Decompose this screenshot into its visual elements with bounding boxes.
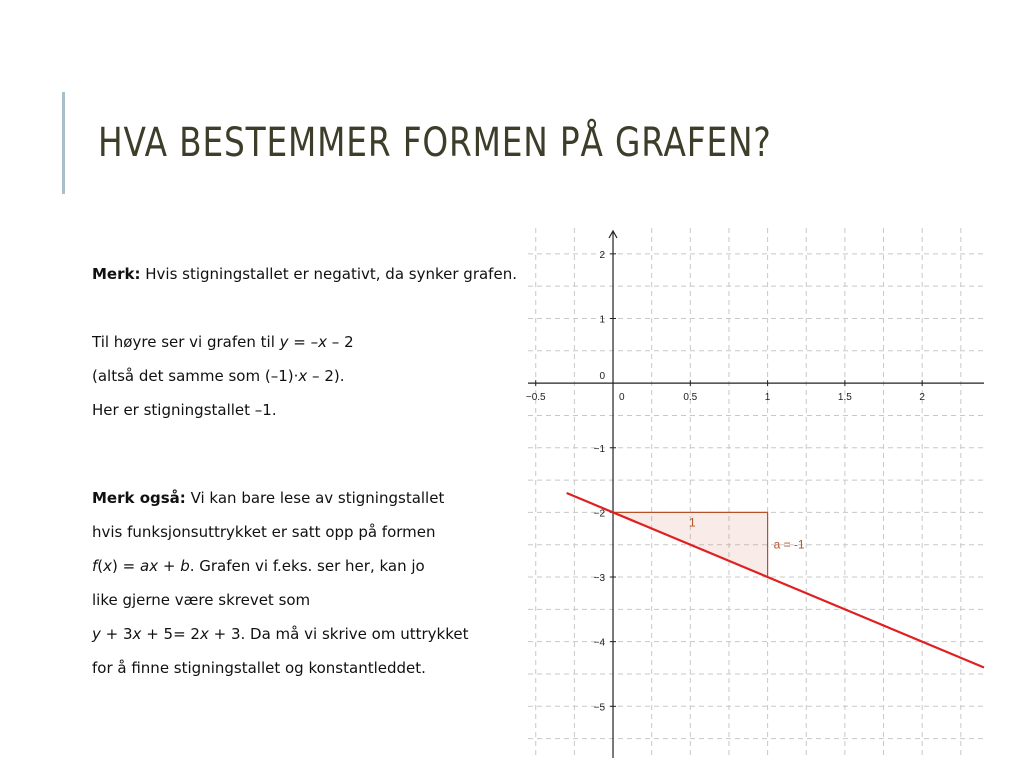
line9-c: + 3. Da må vi skrive om uttrykket (208, 625, 469, 643)
line7-bb: b (180, 557, 190, 575)
formula-line (92, 549, 532, 583)
note1-label: Merk: (92, 265, 141, 283)
x-tick-label: 1.5 (837, 392, 852, 404)
alt-form-line: like gjerne være skrevet som (92, 591, 311, 609)
line3-x: x (298, 367, 308, 385)
y-tick-label: −5 (593, 702, 606, 714)
function-graph (525, 228, 984, 758)
x-tick-label: 1 (764, 392, 771, 404)
line7-ax: ax (140, 557, 159, 575)
conclusion-line: for å finne stigningstallet og konstantleddet. (92, 659, 426, 677)
x-tick-label: 2 (919, 392, 925, 404)
line9-y: y (92, 625, 101, 643)
line2-y: y (279, 333, 289, 351)
slope-label: a = -1 (773, 537, 805, 552)
y-tick-label: 1 (599, 314, 606, 326)
line9-x: x (132, 625, 142, 643)
title-accent-bar (62, 92, 65, 194)
x-tick-label: −0.5 (525, 392, 546, 404)
slope-line: Her er stigningstallet –1. (92, 401, 277, 419)
line9-a: + 3 (100, 625, 133, 643)
y-tick-label: −4 (593, 637, 606, 649)
y-tick-label: 0 (599, 371, 606, 383)
equation-explain-line (92, 359, 532, 393)
note1-paragraph (92, 257, 532, 291)
line7-x: x (103, 557, 113, 575)
line7-d: . Grafen vi f.eks. ser her, kan jo (189, 557, 425, 575)
graph-tick-labels (526, 250, 926, 713)
line9-x2: x (199, 625, 209, 643)
line3-b: – 2). (307, 367, 345, 385)
line2-b: = – (288, 333, 319, 351)
line7-b: ) = (112, 557, 140, 575)
graph-axes (525, 231, 984, 758)
y-tick-label: 2 (599, 249, 606, 261)
graph-grid (525, 228, 984, 758)
body-text (92, 257, 532, 685)
line7-f: f (92, 557, 98, 575)
line7-a: ( (97, 557, 104, 575)
line2-c: – 2 (327, 333, 354, 351)
y-tick-label: −1 (593, 443, 606, 455)
form-line: hvis funksjonsuttrykket er satt opp på formen (92, 523, 436, 541)
line9-b: + 5= 2 (141, 625, 200, 643)
line3-a: (altså det samme som (–1)· (92, 367, 299, 385)
x-tick-label: 0.5 (683, 392, 698, 404)
y-tick-label: −3 (593, 573, 606, 585)
note2-paragraph (92, 481, 532, 515)
x-tick-label: 0 (619, 392, 625, 404)
y-tick-label: −2 (593, 508, 606, 520)
line2-x: x (318, 333, 328, 351)
note2-text: Vi kan bare lese av stigningstallet (185, 489, 445, 507)
line2-a: Til høyre ser vi grafen til (92, 333, 280, 351)
line7-c: + (158, 557, 181, 575)
slide-title: HVA BESTEMMER FORMEN PÅ GRAFEN? (98, 120, 772, 166)
alt-equation-line (92, 617, 532, 651)
triangle-run-label: 1 (688, 515, 696, 530)
note1-text: Hvis stigningstallet er negativt, da synker grafen. (140, 265, 517, 283)
note2-label: Merk også: (92, 489, 186, 507)
equation-line (92, 325, 532, 359)
